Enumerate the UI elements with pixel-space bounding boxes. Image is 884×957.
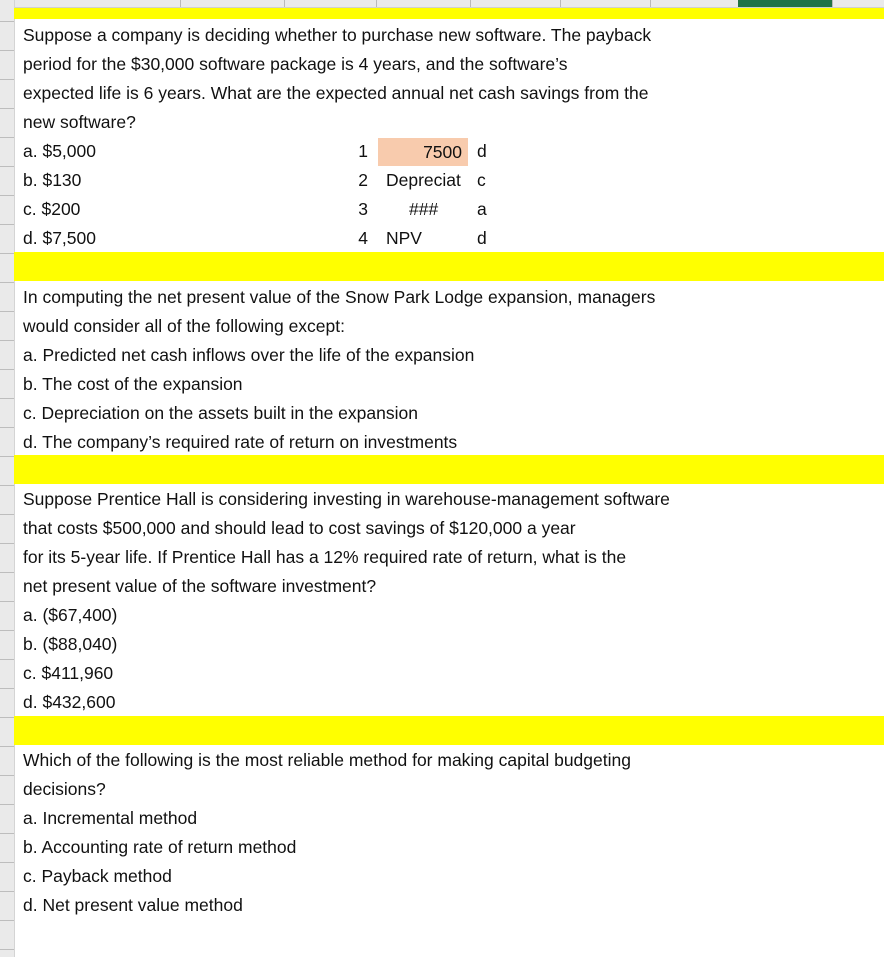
question-text-line[interactable]: net present value of the software investment? [23, 576, 377, 596]
row-separator [0, 485, 14, 486]
question-text-line[interactable]: period for the $30,000 software package is 4 years, and the software’s [23, 54, 568, 74]
question-text-line[interactable]: would consider all of the following except: [23, 316, 345, 336]
answer-letter[interactable]: a [477, 199, 487, 219]
active-column-indicator[interactable] [738, 0, 832, 7]
answer-value[interactable]: ### [409, 199, 439, 219]
row-separator [0, 543, 14, 544]
question-text-line[interactable]: Suppose Prentice Hall is considering investing in warehouse-management software [23, 489, 670, 509]
option-d[interactable]: d. $432,600 [23, 692, 116, 712]
question-text-line[interactable]: In computing the net present value of the Snow Park Lodge expansion, managers [23, 287, 656, 307]
row-separator [0, 340, 14, 341]
row-separator [0, 50, 14, 51]
highlight-row[interactable] [14, 252, 884, 281]
row-separator [0, 427, 14, 428]
option-d[interactable]: d. Net present value method [23, 895, 243, 915]
question-text-line[interactable]: Suppose a company is deciding whether to purchase new software. The payback [23, 25, 652, 45]
column-separator [284, 0, 285, 7]
row-separator [0, 659, 14, 660]
answer-value[interactable]: Depreciat [386, 170, 461, 190]
option-b[interactable]: b. The cost of the expansion [23, 374, 243, 394]
highlight-row[interactable] [14, 8, 884, 19]
row-separator [0, 920, 14, 921]
row-separator [0, 456, 14, 457]
row-separator [0, 833, 14, 834]
row-separator [0, 862, 14, 863]
column-separator [376, 0, 377, 7]
row-separator [0, 601, 14, 602]
question-text-line[interactable]: that costs $500,000 and should lead to cost savings of $120,000 a year [23, 518, 576, 538]
row-separator [0, 630, 14, 631]
answer-number[interactable]: 2 [358, 170, 368, 190]
answer-number[interactable]: 3 [358, 199, 368, 219]
answer-letter[interactable]: d [477, 141, 487, 161]
option-a[interactable]: a. Incremental method [23, 808, 198, 828]
row-separator [0, 746, 14, 747]
question-text-line[interactable]: decisions? [23, 779, 106, 799]
row-separator [0, 253, 14, 254]
option-b[interactable]: b. Accounting rate of return method [23, 837, 297, 857]
row-separator [0, 891, 14, 892]
row-separator [0, 949, 14, 950]
question-text-line[interactable]: new software? [23, 112, 136, 132]
row-separator [0, 79, 14, 80]
answer-value-highlighted[interactable]: 7500 [378, 138, 468, 166]
row-separator [0, 804, 14, 805]
row-separator [0, 282, 14, 283]
option-b[interactable]: b. $130 [23, 170, 82, 190]
option-a[interactable]: a. $5,000 [23, 141, 96, 161]
row-separator [0, 224, 14, 225]
option-d[interactable]: d. $7,500 [23, 228, 96, 248]
column-separator [180, 0, 181, 7]
row-separator [0, 108, 14, 109]
option-c[interactable]: c. $200 [23, 199, 81, 219]
answer-number[interactable]: 1 [358, 141, 368, 161]
question-text-line[interactable]: Which of the following is the most reliable method for making capital budgeting [23, 750, 631, 770]
column-separator [560, 0, 561, 7]
answer-letter[interactable]: c [477, 170, 486, 190]
row-separator [0, 166, 14, 167]
option-c[interactable]: c. Depreciation on the assets built in the expansion [23, 403, 418, 423]
column-separator [650, 0, 651, 7]
option-c[interactable]: c. Payback method [23, 866, 172, 886]
row-separator [0, 369, 14, 370]
question-text-line[interactable]: for its 5-year life. If Prentice Hall has a 12% required rate of return, what is the [23, 547, 627, 567]
option-a[interactable]: a. ($67,400) [23, 605, 118, 625]
row-separator [0, 688, 14, 689]
question-text-line[interactable]: expected life is 6 years. What are the expected annual net cash savings from the [23, 83, 649, 103]
row-separator [0, 398, 14, 399]
row-separator [0, 137, 14, 138]
highlight-row[interactable] [14, 455, 884, 484]
row-separator [0, 311, 14, 312]
row-header-strip[interactable] [0, 0, 15, 957]
row-separator [0, 21, 14, 22]
row-separator [0, 572, 14, 573]
answer-number[interactable]: 4 [358, 228, 368, 248]
answer-letter[interactable]: d [477, 228, 487, 248]
row-separator [0, 195, 14, 196]
option-b[interactable]: b. ($88,040) [23, 634, 118, 654]
row-separator [0, 514, 14, 515]
option-a[interactable]: a. Predicted net cash inflows over the life of the expansion [23, 345, 475, 365]
option-c[interactable]: c. $411,960 [23, 663, 114, 683]
row-separator [0, 775, 14, 776]
option-d[interactable]: d. The company’s required rate of return on investments [23, 432, 458, 452]
column-separator [470, 0, 471, 7]
answer-value[interactable]: NPV [386, 228, 422, 248]
column-separator [832, 0, 833, 7]
row-separator [0, 717, 14, 718]
highlight-row[interactable] [14, 716, 884, 745]
